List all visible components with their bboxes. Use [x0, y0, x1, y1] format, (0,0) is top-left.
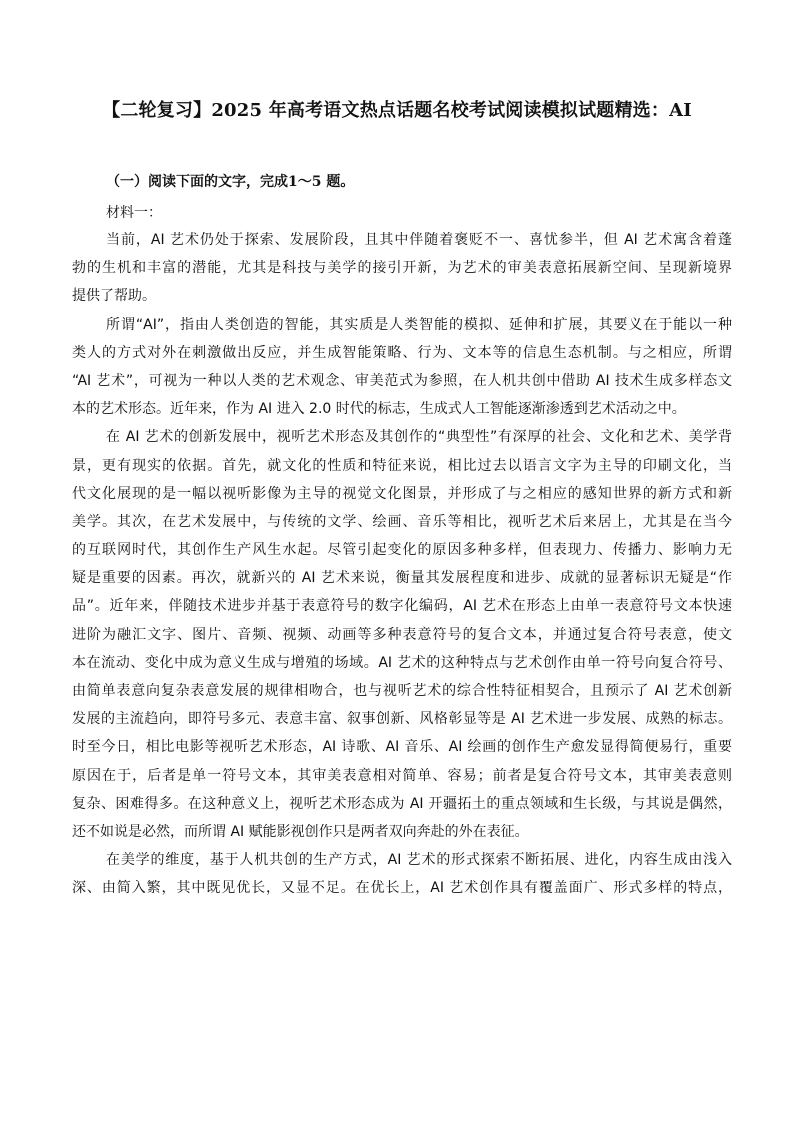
paragraph-line: 由简单表意向复杂表意发展的规律相吻合，也与视听艺术的综合性特征相契合，且预示了 AI 艺术创新	[72, 683, 732, 699]
paragraph-line: 类人的方式对外在刺激做出反应，并生成智能策略、行为、文本等的信息生态机制。与之相应，所谓	[72, 344, 732, 361]
paragraph-line: 在 AI 艺术的创新发展中，视听艺术形态及其创作的“典型性”有深厚的社会、文化和艺术、美学背	[106, 429, 732, 446]
paragraph-line: 时至今日，相比电影等视听艺术形态，AI 诗歌、AI 音乐、AI 绘画的创作生产愈发显得简便易行，重要	[72, 739, 732, 756]
material-label: 材料一：	[106, 205, 162, 221]
paragraph-line: 美学。其次，在艺术发展中，与传统的文学、绘画、音乐等相比，视听艺术后来居上，尤其是在当今	[72, 513, 732, 530]
paragraph-line: 复杂、困难得多。在这种意义上，视听艺术形态成为 AI 开疆拓土的重点领域和生长级，与其说是偶然，	[72, 795, 732, 812]
document-title: 【二轮复习】2025 年高考语文热点话题名校考试阅读模拟试题精选：AI	[102, 100, 692, 121]
section-heading: （一）阅读下面的文字，完成1～5 题。	[106, 174, 355, 190]
paragraph-line: 进阶为融汇文字、图片、音频、视频、动画等多种表意符号的复合文本，并通过复合符号表意，使文	[72, 626, 732, 643]
paragraph	[72, 846, 732, 902]
paragraph-line: 深、由简入繁，其中既见优长，又显不足。在优长上，AI 艺术创作具有覆盖面广、形式多样的特点，	[72, 880, 732, 897]
paragraph-line: 勃的生机和丰富的潜能，尤其是科技与美学的接引开新，为艺术的审美表意拓展新空间、呈现新境界	[72, 260, 732, 277]
paragraph-line: 提供了帮助。	[72, 288, 156, 305]
paragraph	[72, 226, 732, 311]
paragraph	[72, 311, 732, 424]
paragraph-line: 的互联网时代，其创作生产风生水起。尽管引起变化的原因多种多样，但表现力、传播力、影响力无	[72, 542, 732, 559]
paragraph-line: 品”。近年来，伴随技术进步并基于表意符号的数字化编码，AI 艺术在形态上由单一表意符号文本快速	[72, 598, 732, 615]
paragraph-line: “AI 艺术”，可视为一种以人类的艺术观念、审美范式为参照，在人机共创中借助 AI 技术生成多样态文	[72, 372, 732, 389]
paragraph	[72, 423, 732, 846]
paragraph-line: 疑是重要的因素。再次，就新兴的 AI 艺术来说，衡量其发展程度和进步、成就的显著标识无疑是“作	[72, 570, 732, 587]
paragraph-line: 所谓“AI”，指由人类创造的智能，其实质是人类智能的模拟、延伸和扩展，其要义在于能以一种	[106, 316, 732, 333]
paragraph-line: 本的艺术形态。近年来，作为 AI 进入 2.0 时代的标志，生成式人工智能逐渐渗透到艺术活动之中。	[72, 401, 686, 418]
paragraph-line: 景，更有现实的依据。首先，就文化的性质和特征来说，相比过去以语言文字为主导的印刷文化，当	[72, 457, 732, 474]
body-text	[72, 226, 732, 903]
paragraph-line: 当前，AI 艺术仍处于探索、发展阶段，且其中伴随着褒贬不一、喜忧参半，但 AI 艺术寓含着蓬	[106, 232, 732, 248]
paragraph-line: 还不如说是必然，而所谓 AI 赋能影视创作只是两者双向奔赴的外在表征。	[72, 823, 529, 840]
paragraph-line: 发展的主流趋向，即符号多元、表意丰富、叙事创新、风格彰显等是 AI 艺术进一步发展、成熟的标志。	[72, 711, 732, 728]
paragraph-line: 在美学的维度，基于人机共创的生产方式，AI 艺术的形式探索不断拓展、进化，内容生成由浅入	[106, 852, 732, 869]
paragraph-line: 本在流动、变化中成为意义生成与增殖的场域。AI 艺术的这种特点与艺术创作由单一符号向复合符号、	[72, 654, 732, 671]
paragraph-line: 原因在于，后者是单一符号文本，其审美表意相对简单、容易；前者是复合符号文本，其审美表意则	[72, 767, 732, 784]
paragraph-line: 代文化展现的是一幅以视听影像为主导的视觉文化图景，并形成了与之相应的感知世界的新方式和新	[72, 485, 732, 502]
